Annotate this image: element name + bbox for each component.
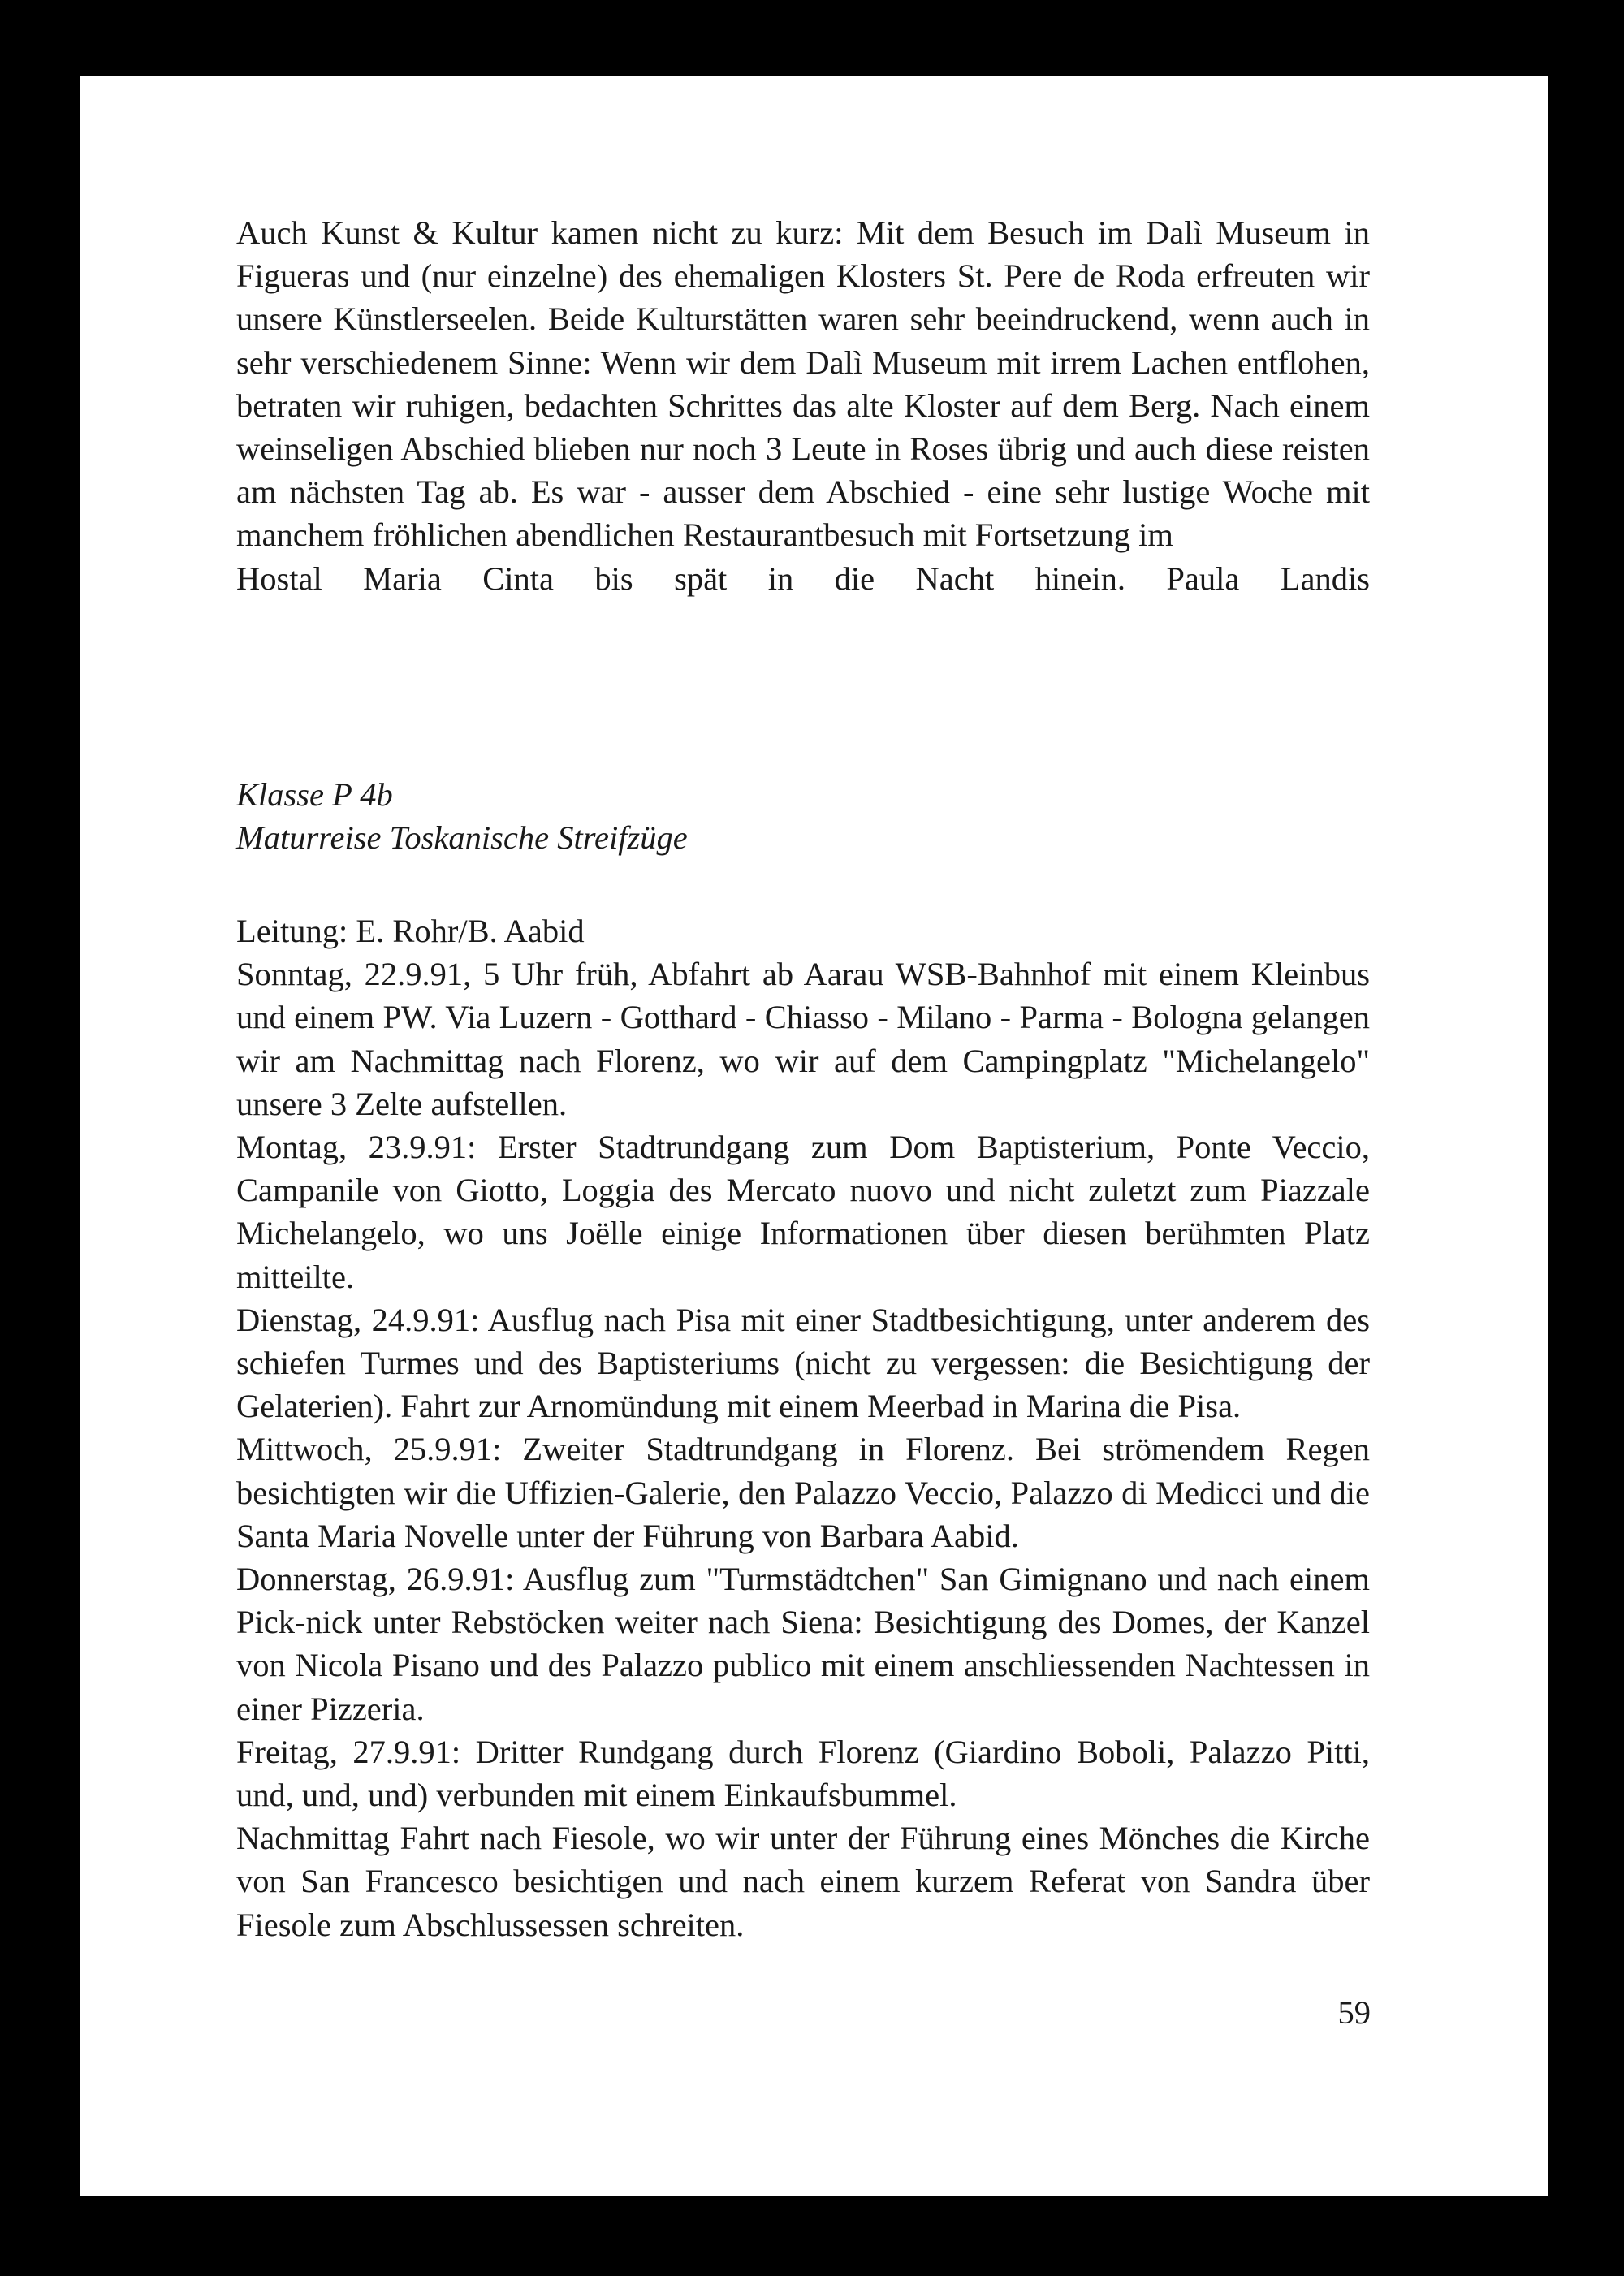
itinerary-section [236,909,1370,1946]
itinerary-day-friday: Freitag, 27.9.91: Dritter Rundgang durch Florenz (Giardino Boboli, Palazzo Pitti, und, und, und) verbunden mit einem Einkaufsbummel. [236,1733,1370,1814]
previous-report-closing-line [236,557,1370,600]
itinerary-day-tuesday: Dienstag, 24.9.91: Ausflug nach Pisa mit einer Stadtbesichtigung, unter anderem des schiefen Turmes und des Baptisteriums (nicht zu vergessen: die Besichtigung der Gelaterien). Fahrt zur Arnomündung mit einem Meerbad in Marina die Pisa. [236,1301,1370,1425]
previous-report-last-line: Hostal Maria Cinta bis spät in die Nacht hinein. [236,559,1125,597]
author-signature: Paula Landis [1166,559,1370,597]
report-heading [236,773,1370,859]
page-number: 59 [1337,1994,1371,2031]
itinerary-day-wednesday: Mittwoch, 25.9.91: Zweiter Stadtrundgang in Florenz. Bei strömendem Regen besichtigten wir die Uffizien-Galerie, den Palazzo Veccio, Palazzo di Medicci und die Santa Maria Novelle unter der Führung von Barbara Aabid. [236,1431,1370,1554]
leadership-line: Leitung: E. Rohr/B. Aabid [236,913,585,949]
previous-report-paragraph [236,211,1370,600]
previous-report-body: Auch Kunst & Kultur kamen nicht zu kurz: Mit dem Besuch im Dalì Museum in Figueras und (nur einzelne) des ehemaligen Klosters St. Pere de Roda erfreuten wir unsere Künstlerseelen. Beide Kulturstätten waren sehr beeindruckend, wenn auch in sehr verschiedenem Sinne: Wenn wir dem Dalì Museum mit irrem Lachen entflohen, betraten wir ruhigen, bedachten Schrittes das alte Kloster auf dem Berg. Nach einem weinseligen Abschied blieben nur noch 3 Leute in Roses übrig und auch diese reisten am nächsten Tag ab. Es war - ausser dem Abschied - eine sehr lustige Woche mit manchem fröhlichen abendlichen Restaurantbesuch mit Fortsetzung im [236,214,1370,554]
document-page [80,76,1548,2196]
trip-title: Maturreise Toskanische Streifzüge [236,819,688,856]
itinerary-friday-afternoon: Nachmittag Fahrt nach Fiesole, wo wir unter der Führung eines Mönches die Kirche von San Francesco besichtigen und nach einem kurzem Referat von Sandra über Fiesole zum Abschlussessen schreiten. [236,1820,1370,1943]
itinerary-day-sunday: Sonntag, 22.9.91, 5 Uhr früh, Abfahrt ab Aarau WSB-Bahnhof mit einem Kleinbus und einem PW. Via Luzern - Gotthard - Chiasso - Milano - Parma - Bologna gelangen wir am Nachmittag nach Florenz, wo wir auf dem Campingplatz "Michelangelo" unsere 3 Zelte aufstellen. [236,956,1370,1122]
itinerary-day-monday: Montag, 23.9.91: Erster Stadtrundgang zum Dom Baptisterium, Ponte Veccio, Campanile von Giotto, Loggia des Mercato nuovo und nicht zuletzt zum Piazzale Michelangelo, wo uns Joëlle einige Informationen über diesen berühmten Platz mitteilte. [236,1129,1370,1295]
class-label: Klasse P 4b [236,776,393,813]
previous-report-section [236,211,1370,600]
itinerary-day-thursday: Donnerstag, 26.9.91: Ausflug zum "Turmstädtchen" San Gimignano und nach einem Pick-nick unter Rebstöcken weiter nach Siena: Besichtigung des Domes, der Kanzel von Nicola Pisano und des Palazzo publico mit einem anschliessenden Nachtessen in einer Pizzeria. [236,1561,1370,1727]
